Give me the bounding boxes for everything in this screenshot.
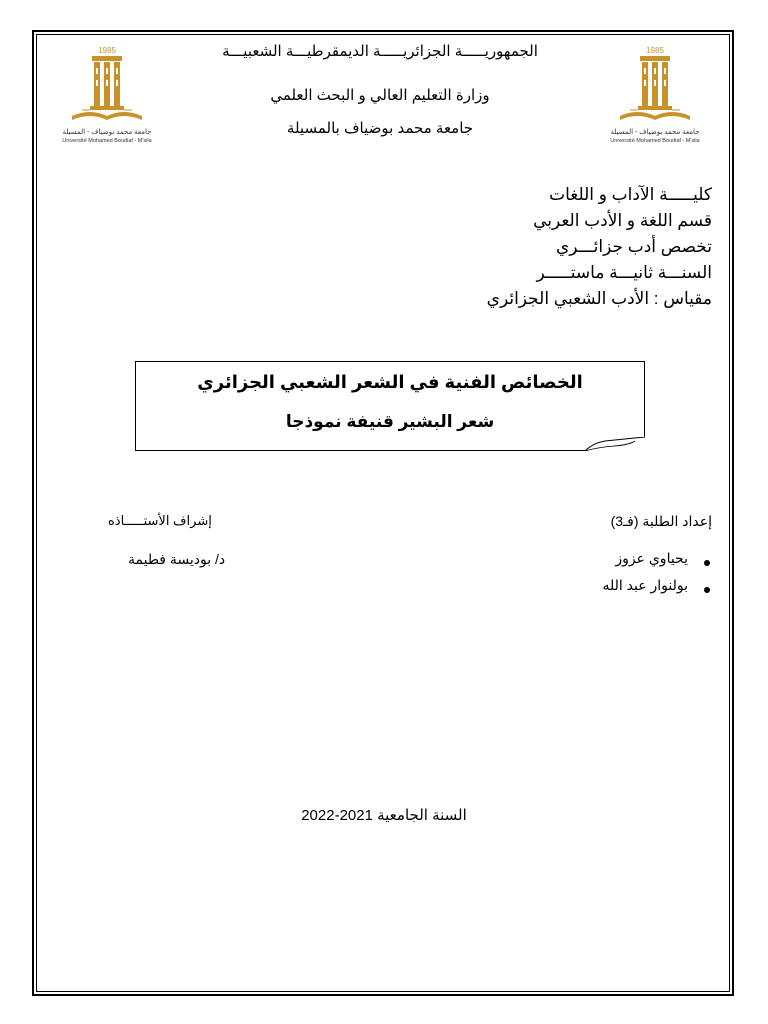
supervisor-name: د/ بوديسة فطيمة	[128, 551, 226, 567]
university-logo-icon	[600, 44, 710, 128]
header-republic: الجمهوريـــــة الجزائريـــــة الديمقرطيـــة الشعبيـــة	[222, 43, 538, 60]
bullet-icon	[704, 587, 710, 593]
student-name: يحياوي عزوز	[615, 550, 688, 566]
university-logo-left	[52, 44, 162, 148]
academic-year: السنة الجامعية 2021-2022	[301, 807, 467, 824]
logo-year: 1985	[98, 46, 116, 55]
info-year-level: السنـــة ثانيـــة ماستـــــر	[536, 263, 712, 282]
student-name: بولنوار عبد الله	[602, 577, 688, 593]
title-box	[135, 361, 645, 451]
header-ministry: وزارة التعليم العالي و البحث العلمي	[270, 87, 490, 104]
logo-caption-fr: Université Mohamed Boudiaf - M'sila	[610, 138, 700, 144]
title-sub: شعر البشير قنيفة نموذجا	[285, 412, 495, 431]
bullet-icon	[704, 560, 710, 566]
info-module: مقياس : الأدب الشعبي الجزائري	[486, 289, 712, 308]
info-faculty: كليـــــة الآداب و اللغات	[549, 185, 712, 204]
students-label: إعداد الطلبة (فـ3)	[610, 513, 712, 529]
title-main: الخصائص الفنية في الشعر الشعبي الجزائري	[197, 372, 583, 392]
logo-year: 1985	[646, 46, 664, 55]
supervisor-label: إشراف الأستـــــاذه	[108, 513, 212, 528]
university-logo-right	[600, 44, 710, 148]
page-fold-icon	[585, 437, 645, 451]
info-specialty: تخصص أدب جزائـــري	[556, 237, 712, 256]
logo-caption-ar: جامعة محمد بوضياف - المسيلة	[62, 129, 152, 136]
university-logo-icon	[52, 44, 162, 128]
header-university: جامعة محمد بوضياف بالمسيلة	[286, 120, 474, 137]
logo-caption-ar: جامعة محمد بوضياف - المسيلة	[610, 129, 700, 136]
info-department: قسم اللغة و الأدب العربي	[533, 211, 712, 230]
logo-caption-fr: Université Mohamed Boudiaf - M'sila	[62, 138, 152, 144]
